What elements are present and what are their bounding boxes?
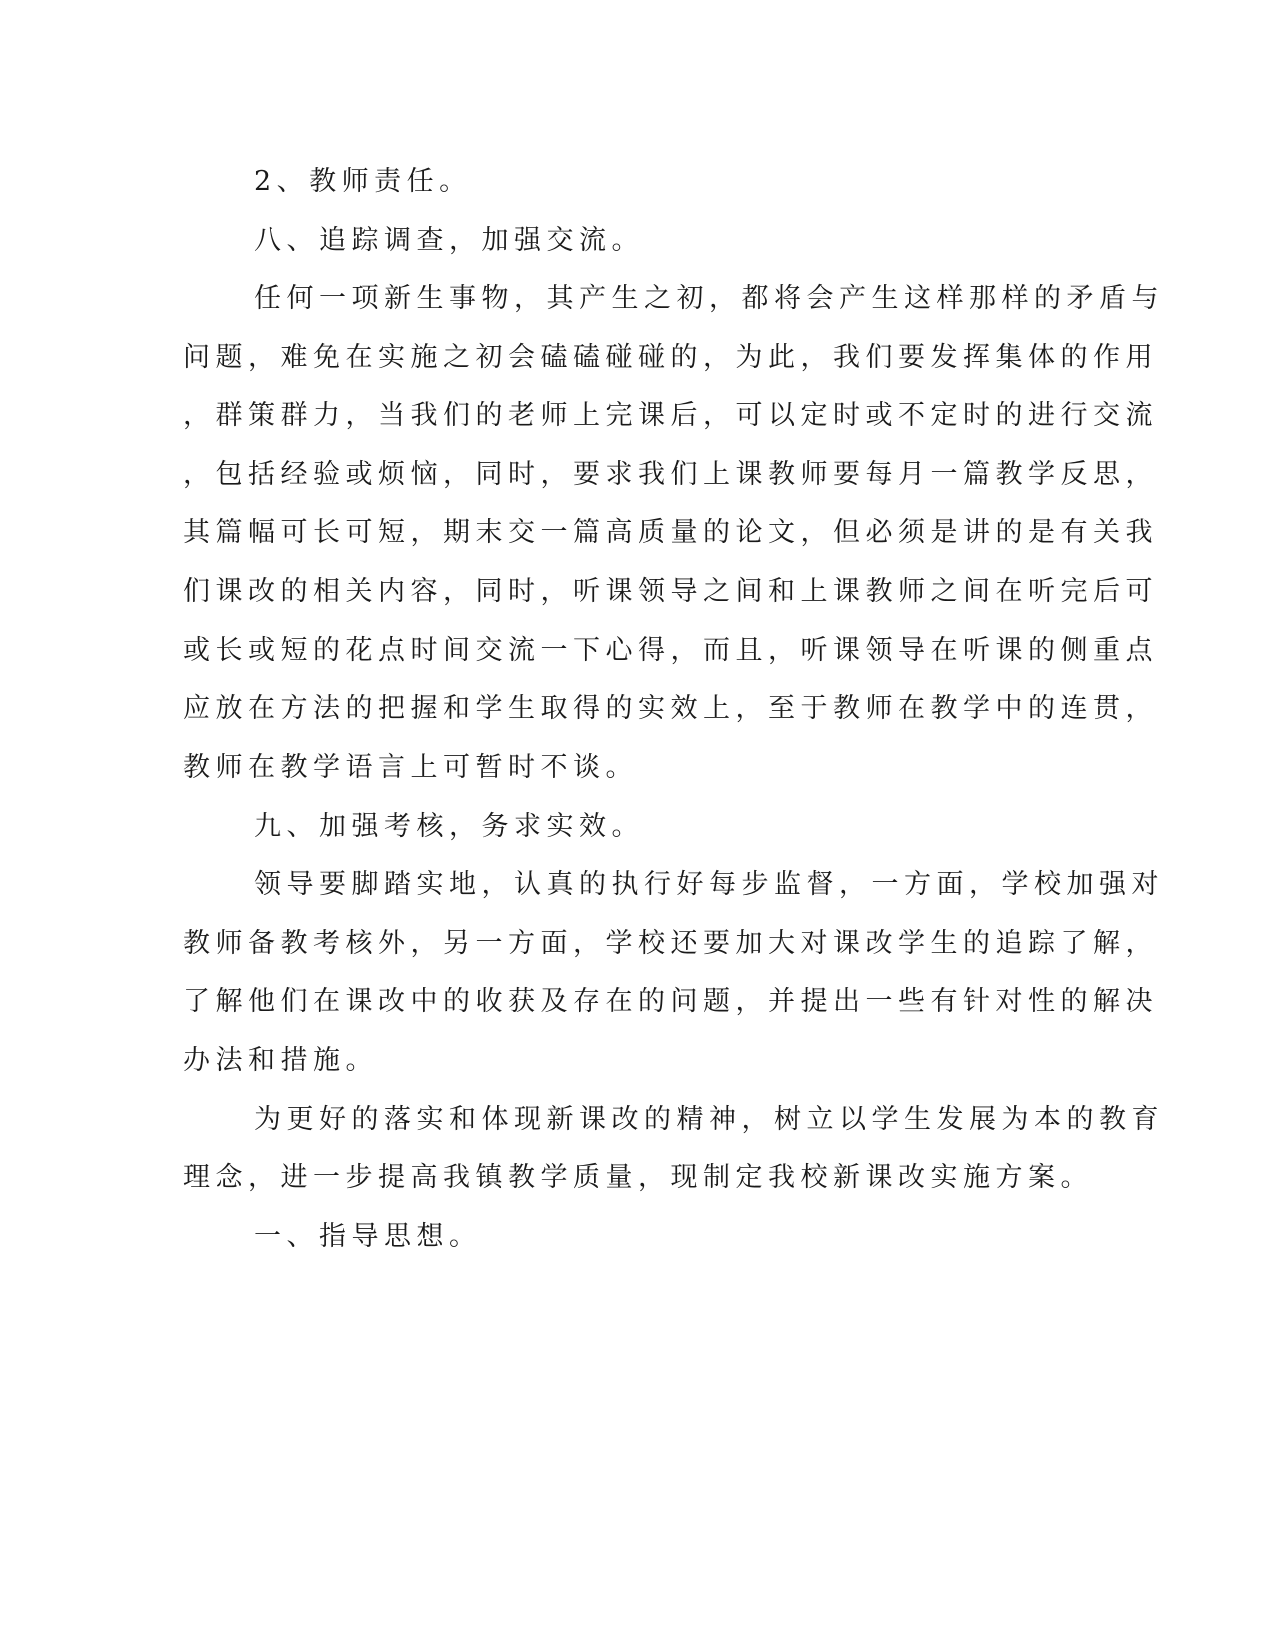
- paragraph-line: 其篇幅可长可短，期末交一篇高质量的论文，但必须是讲的是有关我: [183, 517, 1158, 548]
- heading-section-8: 八、追踪调查，加强交流。: [254, 225, 644, 256]
- paragraph-line: 办法和措施。: [183, 1045, 378, 1076]
- paragraph-line: 领导要脚踏实地，认真的执行好每步监督，一方面，学校加强对: [254, 869, 1164, 900]
- heading-teacher-responsibility: 2、教师责任。: [254, 166, 472, 197]
- paragraph-line: 或长或短的花点时间交流一下心得，而且，听课领导在听课的侧重点: [183, 635, 1158, 666]
- heading-section-1: 一、指导思想。: [254, 1221, 482, 1252]
- paragraph-line: 理念，进一步提高我镇教学质量，现制定我校新课改实施方案。: [183, 1162, 1093, 1193]
- paragraph-line: 任何一项新生事物，其产生之初，都将会产生这样那样的矛盾与: [254, 283, 1164, 314]
- paragraph-line: 教师备教考核外，另一方面，学校还要加大对课改学生的追踪了解，: [183, 928, 1158, 959]
- paragraph-line: 教师在教学语言上可暂时不谈。: [183, 752, 638, 783]
- paragraph-line: ，包括经验或烦恼，同时，要求我们上课教师要每月一篇教学反思，: [183, 459, 1158, 490]
- paragraph-line: 了解他们在课改中的收获及存在的问题，并提出一些有针对性的解决: [183, 986, 1158, 1017]
- heading-section-9: 九、加强考核，务求实效。: [254, 811, 644, 842]
- paragraph-line: 们课改的相关内容，同时，听课领导之间和上课教师之间在听完后可: [183, 576, 1158, 607]
- paragraph-line: 问题，难免在实施之初会磕磕碰碰的，为此，我们要发挥集体的作用: [183, 342, 1158, 373]
- paragraph-line: 为更好的落实和体现新课改的精神，树立以学生发展为本的教育: [254, 1104, 1164, 1135]
- paragraph-line: ，群策群力，当我们的老师上完课后，可以定时或不定时的进行交流: [183, 400, 1158, 431]
- paragraph-line: 应放在方法的把握和学生取得的实效上，至于教师在教学中的连贯，: [183, 693, 1158, 724]
